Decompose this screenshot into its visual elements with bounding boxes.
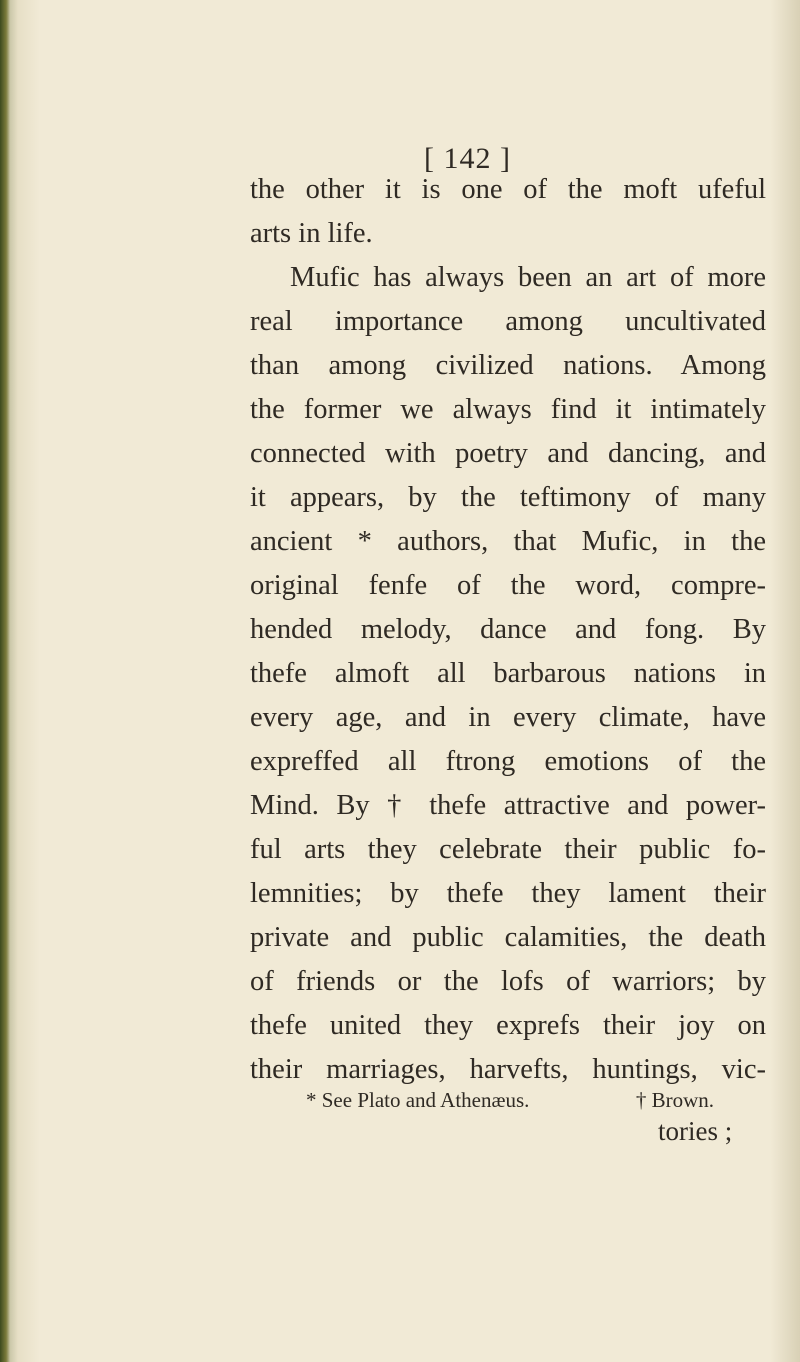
text-line: ancient * authors, that Mufic, in the [250,526,766,557]
book-page: [ 142 ] the other it is one of the moft ufeful arts in life. Mufic has always been an art of more real importance among uncultivated than among civilized nations. Among the former we always find it intimately connected with poetry and dancing, and it appears, by the teftimony of many ancient * authors, that Mufic, in the original fenfe of the word, compre- hended melody, dance and fong. By thefe almoft all barbarous nations in every age, and in every climate, have expreffed all ftrong emotions of the Mind. By † thefe attractive and power- ful arts they celebrate their public fo- lemnities; by thefe they lament their private and public calamities, the death of friends or the lofs of warriors; by thefe united they exprefs their joy on their marriages, harvefts, huntings, vic- * See Plato and Athenæus. † Brown. tories ; [0,0,800,1362]
text-line: Mind. By † thefe attractive and power- [250,790,766,821]
text-line: than among civilized nations. Among [250,350,766,381]
text-line: the other it is one of the moft ufeful [250,174,766,205]
text-line: of friends or the lofs of warriors; by [250,966,766,997]
text-line: thefe almoft all barbarous nations in [250,658,766,689]
text-line: connected with poetry and dancing, and [250,438,766,469]
text-line: their marriages, harvefts, huntings, vic- [250,1054,766,1085]
footnote-plato: * See Plato and Athenæus. [306,1088,530,1112]
footnotes [306,1086,766,1114]
text-line: arts in life. [250,218,373,249]
text-line: real importance among uncultivated [250,306,766,337]
text-line: expreffed all ftrong emotions of the [250,746,766,777]
text-line: every age, and in every climate, have [250,702,766,733]
text-line: Mufic has always been an art of more [290,262,766,293]
text-line: the former we always find it intimately [250,394,766,425]
text-line: original fenfe of the word, compre- [250,570,766,601]
footnote-brown: † Brown. [635,1088,714,1112]
text-line: it appears, by the teftimony of many [250,482,766,513]
text-line: hended melody, dance and fong. By [250,614,766,645]
text-line: thefe united they exprefs their joy on [250,1010,766,1041]
text-line: lemnities; by thefe they lament their [250,878,766,909]
text-line: private and public calamities, the death [250,922,766,953]
text-line: ful arts they celebrate their public fo- [250,834,766,865]
catchword: tories ; [658,1116,733,1146]
page-binding-edge [0,0,10,1362]
